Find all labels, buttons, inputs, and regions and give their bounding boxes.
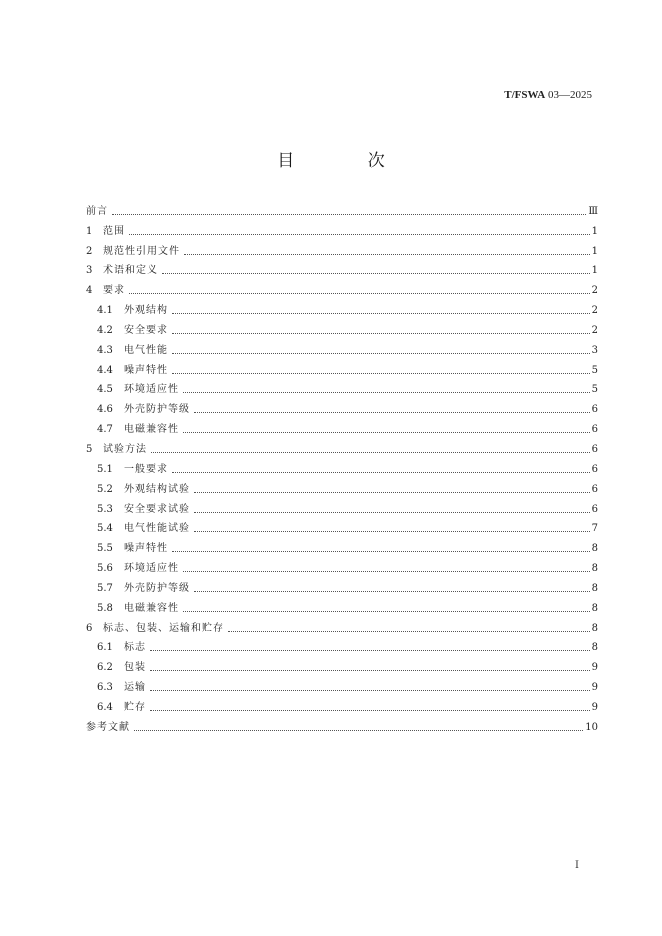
toc-entry-page: 8: [591, 642, 598, 654]
toc-entry-label: 噪声特性: [124, 543, 168, 555]
toc-entry-page: 2: [591, 285, 598, 297]
toc-leader-dots: [162, 273, 590, 274]
toc-entry-number: 5.2: [97, 483, 113, 495]
toc-entry-number: 4.7: [97, 424, 113, 436]
toc-entry-label: 范围: [103, 225, 125, 237]
toc-entry-page: 10: [585, 721, 598, 733]
toc-entry[interactable]: [86, 456, 598, 476]
toc-leader-dots: [129, 234, 590, 235]
toc-entry-number: 6: [86, 622, 93, 634]
document-code: [504, 89, 592, 101]
toc-leader-dots: [172, 313, 590, 314]
toc-entry-number: 5.3: [97, 503, 113, 515]
toc-leader-dots: [150, 710, 590, 711]
toc-entry-label: 规范性引用文件: [103, 245, 180, 257]
toc-leader-dots: [184, 254, 590, 255]
toc-entry[interactable]: [86, 496, 598, 516]
toc-entry[interactable]: [86, 238, 598, 258]
toc-entry-page: 9: [591, 662, 598, 674]
toc-entry-page: 6: [591, 483, 598, 495]
toc-entry[interactable]: [86, 297, 598, 317]
toc-entry[interactable]: [86, 595, 598, 615]
toc-entry-label: 运输: [124, 682, 146, 694]
toc-entry-page: 8: [591, 543, 598, 555]
toc-leader-dots: [151, 452, 590, 453]
toc-entry-label: 外壳防护等级: [124, 582, 190, 594]
toc-entry[interactable]: [86, 337, 598, 357]
toc-entry[interactable]: [86, 575, 598, 595]
toc-entry[interactable]: [86, 416, 598, 436]
toc-leader-dots: [194, 512, 590, 513]
toc-entry-page: 8: [591, 602, 598, 614]
toc-leader-dots: [150, 670, 590, 671]
toc-entry-label: 试验方法: [103, 443, 147, 455]
toc-entry[interactable]: [86, 635, 598, 655]
toc-leader-dots: [194, 492, 590, 493]
toc-leader-dots: [150, 690, 590, 691]
toc-entry-page: 1: [591, 265, 598, 277]
toc-entry-number: 6.4: [97, 701, 113, 713]
toc-entry-label: 术语和定义: [103, 265, 158, 277]
toc-entry-label: 电气性能试验: [124, 523, 190, 535]
toc-leader-dots: [112, 214, 586, 215]
toc-entry-label: 环境适应性: [124, 384, 179, 396]
toc-entry-number: 5.4: [97, 523, 113, 535]
page-title: 目 次: [277, 151, 419, 171]
toc-leader-dots: [183, 611, 590, 612]
toc-entry-label: 参考文献: [86, 721, 130, 733]
toc-entry[interactable]: [86, 357, 598, 377]
toc-entry-page: 7: [591, 523, 598, 535]
toc-entry-page: 9: [591, 701, 598, 713]
toc-entry[interactable]: [86, 476, 598, 496]
toc-entry[interactable]: [86, 694, 598, 714]
toc-entry[interactable]: [86, 396, 598, 416]
document-code-prefix: T/FSWA: [504, 89, 546, 101]
toc-entry-page: 8: [591, 582, 598, 594]
toc-entry-label: 外壳防护等级: [124, 404, 190, 416]
toc-entry-number: 5.5: [97, 543, 113, 555]
toc-entry-page: 9: [591, 682, 598, 694]
toc-entry-page: 6: [591, 424, 598, 436]
toc-entry-label: 安全要求: [124, 324, 168, 336]
toc-entry[interactable]: [86, 317, 598, 337]
document-code-number: 03—2025: [548, 89, 592, 101]
toc-entry-page: 6: [591, 463, 598, 475]
toc-entry-page: 2: [591, 324, 598, 336]
toc-entry[interactable]: [86, 218, 598, 238]
toc-entry-page: 6: [591, 443, 598, 455]
toc-leader-dots: [172, 353, 590, 354]
toc-entry-label: 前言: [86, 205, 108, 217]
toc-entry-page: 1: [591, 225, 598, 237]
toc-entry-page: 6: [591, 404, 598, 416]
toc-entry-page: 6: [591, 503, 598, 515]
toc-entry-number: 5.8: [97, 602, 113, 614]
toc-entry-number: 6.2: [97, 662, 113, 674]
toc-leader-dots: [183, 432, 590, 433]
toc-entry[interactable]: [86, 615, 598, 635]
toc-entry-label: 要求: [103, 285, 125, 297]
table-of-contents: [86, 198, 598, 734]
toc-leader-dots: [129, 293, 590, 294]
toc-entry[interactable]: [86, 535, 598, 555]
toc-leader-dots: [172, 472, 590, 473]
toc-entry-number: 6.1: [97, 642, 113, 654]
toc-entry-number: 1: [86, 225, 93, 237]
toc-leader-dots: [194, 531, 590, 532]
toc-entry[interactable]: [86, 377, 598, 397]
toc-leader-dots: [228, 631, 590, 632]
toc-entry-number: 5: [86, 443, 93, 455]
toc-entry[interactable]: [86, 258, 598, 278]
toc-entry[interactable]: [86, 436, 598, 456]
toc-entry[interactable]: [86, 654, 598, 674]
toc-entry[interactable]: [86, 277, 598, 297]
toc-leader-dots: [172, 333, 590, 334]
toc-entry-label: 包装: [124, 662, 146, 674]
toc-leader-dots: [183, 571, 590, 572]
toc-entry-page: 2: [591, 305, 598, 317]
toc-entry-page: Ⅲ: [588, 205, 598, 217]
toc-leader-dots: [194, 412, 590, 413]
toc-entry-label: 外观结构: [124, 305, 168, 317]
toc-entry-label: 一般要求: [124, 463, 168, 475]
toc-entry-page: 3: [591, 344, 598, 356]
toc-entry-number: 4: [86, 285, 93, 297]
toc-entry-label: 环境适应性: [124, 563, 179, 575]
toc-entry-label: 电气性能: [124, 344, 168, 356]
toc-entry-label: 标志、包装、运输和贮存: [103, 622, 224, 634]
toc-entry-label: 噪声特性: [124, 364, 168, 376]
toc-entry-number: 2: [86, 245, 93, 257]
toc-entry-page: 8: [591, 622, 598, 634]
toc-leader-dots: [150, 650, 590, 651]
toc-entry-label: 标志: [124, 642, 146, 654]
page-number: I: [575, 860, 579, 871]
toc-entry[interactable]: [86, 516, 598, 536]
toc-entry-number: 5.7: [97, 582, 113, 594]
toc-entry-number: 4.1: [97, 305, 113, 317]
toc-entry[interactable]: [86, 674, 598, 694]
toc-entry-number: 3: [86, 265, 93, 277]
toc-leader-dots: [172, 551, 590, 552]
toc-entry-label: 外观结构试验: [124, 483, 190, 495]
toc-entry-page: 1: [591, 245, 598, 257]
toc-entry-page: 8: [591, 563, 598, 575]
toc-entry[interactable]: [86, 555, 598, 575]
toc-entry-number: 4.4: [97, 364, 113, 376]
toc-entry[interactable]: [86, 198, 598, 218]
toc-entry-page: 5: [591, 384, 598, 396]
toc-entry-label: 贮存: [124, 701, 146, 713]
toc-leader-dots: [194, 591, 590, 592]
toc-entry-number: 4.2: [97, 324, 113, 336]
toc-entry-number: 4.5: [97, 384, 113, 396]
toc-leader-dots: [183, 392, 590, 393]
toc-entry-label: 电磁兼容性: [124, 602, 179, 614]
toc-entry-label: 安全要求试验: [124, 503, 190, 515]
toc-entry-number: 5.6: [97, 563, 113, 575]
toc-entry-number: 6.3: [97, 682, 113, 694]
toc-entry-page: 5: [591, 364, 598, 376]
toc-entry-number: 4.6: [97, 404, 113, 416]
toc-entry-number: 5.1: [97, 463, 113, 475]
toc-leader-dots: [172, 373, 590, 374]
toc-entry-number: 4.3: [97, 344, 113, 356]
toc-leader-dots: [134, 730, 583, 731]
toc-entry[interactable]: [86, 714, 598, 734]
toc-entry-label: 电磁兼容性: [124, 424, 179, 436]
